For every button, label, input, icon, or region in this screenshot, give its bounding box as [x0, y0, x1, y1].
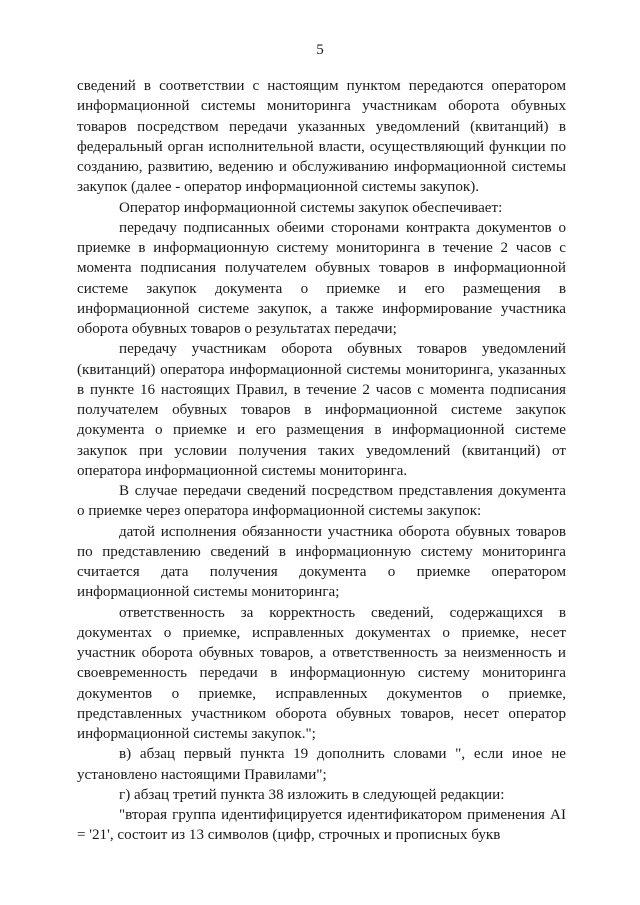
- document-body: [77, 76, 566, 846]
- paragraph: сведений в соответствии с настоящим пунктом передаются оператором информационной системы мониторинга участникам оборота обувных товаров посредством передачи указанных уведомлений (квитанций) в федеральный орган исполнительной власти, осуществляющий функции по созданию, развитию, ведению и обслуживанию информационной системы закупок (далее - оператор информационной системы закупок).: [77, 78, 566, 196]
- paragraph: ответственность за корректность сведений, содержащихся в документах о приемке, исправленных документах о приемке, несет участник оборота обувных товаров, а ответственность за неизменность и своевременность передачи в информационную систему мониторинга документов о приемке, исправленных документов о приемке, представленных участником оборота обувных товаров, несет оператор информационной системы закупок.";: [77, 604, 566, 742]
- paragraph: датой исполнения обязанности участника оборота обувных товаров по представлению сведений в информационную систему мониторинга считается дата получения документа о приемке оператором информационной системы мониторинга;: [77, 523, 566, 601]
- page-number: 5: [316, 42, 324, 58]
- paragraph: г) абзац третий пункта 38 изложить в следующей редакции:: [119, 786, 505, 803]
- paragraph: "вторая группа идентифицируется идентификатором применения AI = '21', состоит из 13 символов (цифр, строчных и прописных букв: [77, 807, 566, 844]
- paragraph: В случае передачи сведений посредством представления документа о приемке через оператора информационной системы закупок:: [77, 483, 566, 520]
- paragraph: Оператор информационной системы закупок обеспечивает:: [119, 199, 503, 216]
- paragraph: передачу участникам оборота обувных товаров уведомлений (квитанций) оператора информационной системы мониторинга, указанных в пункте 16 настоящих Правил, в течение 2 часов с момента подписания получателем обувных товаров в информационной системе закупок документа о приемке и его размещения в информационной системе закупок при условии получения таких уведомлений (квитанций) от оператора информационной системы мониторинга.: [77, 341, 566, 479]
- paragraph: передачу подписанных обеими сторонами контракта документов о приемке в информационную систему мониторинга в течение 2 часов с момента подписания получателем обувных товаров в информационной системе закупок документа о приемке и его размещения в информационной системе закупок, а также информирование участника оборота обувных товаров о результатах передачи;: [77, 219, 566, 337]
- paragraph: в) абзац первый пункта 19 дополнить словами ", если иное не установлено настоящими Правилами";: [77, 746, 566, 783]
